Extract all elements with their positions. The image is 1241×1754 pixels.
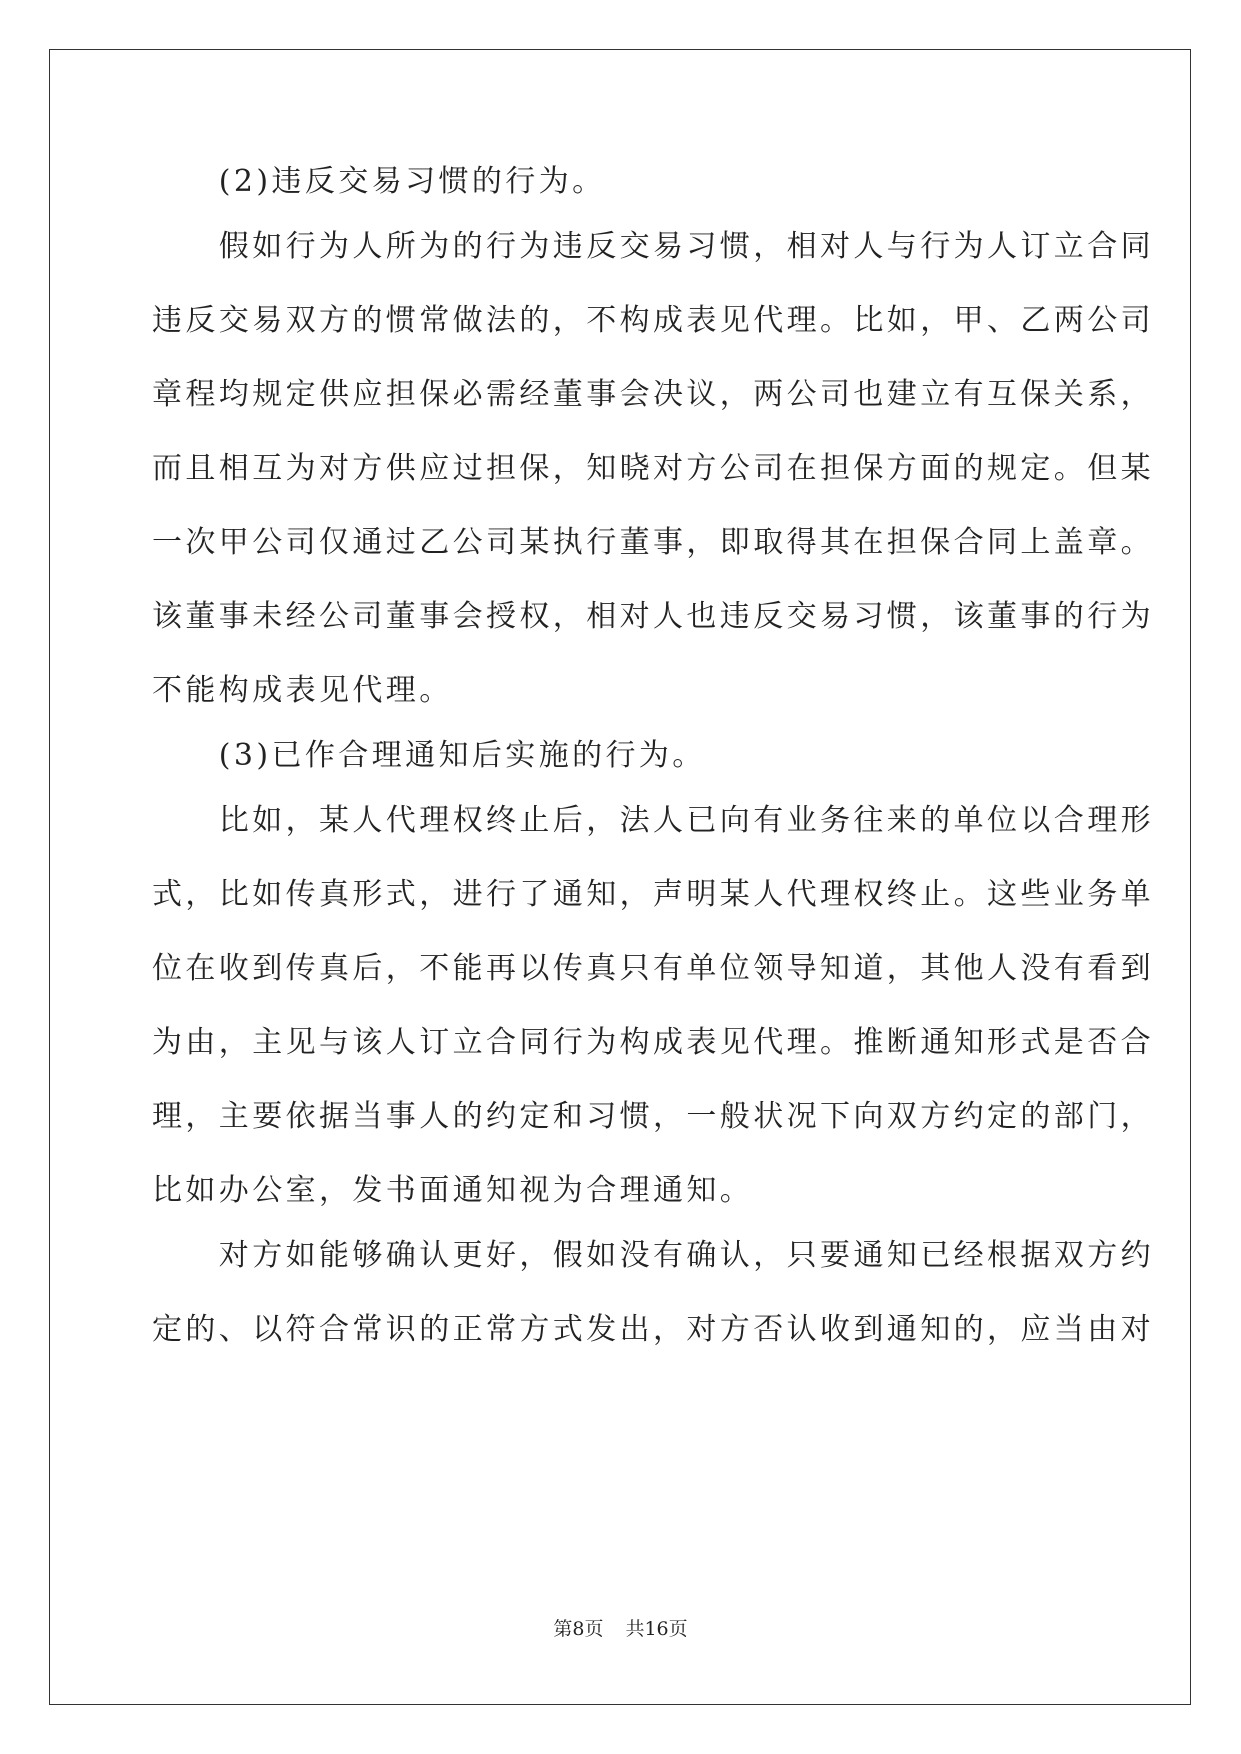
text-line: 章程均规定供应担保必需经董事会决议，两公司也建立有互保关系， [152, 377, 1154, 412]
text-line: 该董事未经公司董事会授权，相对人也违反交易习惯，该董事的行为 [152, 599, 1154, 634]
text-line: 位在收到传真后，不能再以传真只有单位领导知道，其他人没有看到 [152, 951, 1154, 986]
text-line: 理，主要依据当事人的约定和习惯，一般状况下向双方约定的部门， [152, 1099, 1154, 1134]
text-line: 不能构成表见代理。 [152, 673, 453, 708]
page-number: 第8页 [553, 1618, 604, 1640]
text-line: 一次甲公司仅通过乙公司某执行董事，即取得其在担保合同上盖章。 [152, 525, 1154, 560]
text-line: 对方如能够确认更好，假如没有确认，只要通知已经根据双方约 [152, 1238, 1154, 1273]
text-line: 而且相互为对方供应过担保，知晓对方公司在担保方面的规定。但某 [152, 451, 1154, 486]
text-line: 比如办公室，发书面通知视为合理通知。 [152, 1173, 754, 1208]
text-line: 式，比如传真形式，进行了通知，声明某人代理权终止。这些业务单 [152, 877, 1154, 912]
text-line: 假如行为人所为的行为违反交易习惯，相对人与行为人订立合同 [152, 229, 1154, 264]
text-line: 违反交易双方的惯常做法的，不构成表见代理。比如，甲、乙两公司 [152, 303, 1154, 338]
text-line: 比如，某人代理权终止后，法人已向有业务往来的单位以合理形 [152, 803, 1154, 838]
page-footer [0, 1617, 1241, 1641]
text-line: (3)已作合理通知后实施的行为。 [152, 738, 706, 773]
page-total: 共16页 [625, 1618, 688, 1640]
text-line: 为由，主见与该人订立合同行为构成表见代理。推断通知形式是否合 [152, 1025, 1154, 1060]
text-line: (2)违反交易习惯的行为。 [152, 164, 606, 199]
text-line: 定的、以符合常识的正常方式发出，对方否认收到通知的，应当由对 [152, 1312, 1154, 1347]
